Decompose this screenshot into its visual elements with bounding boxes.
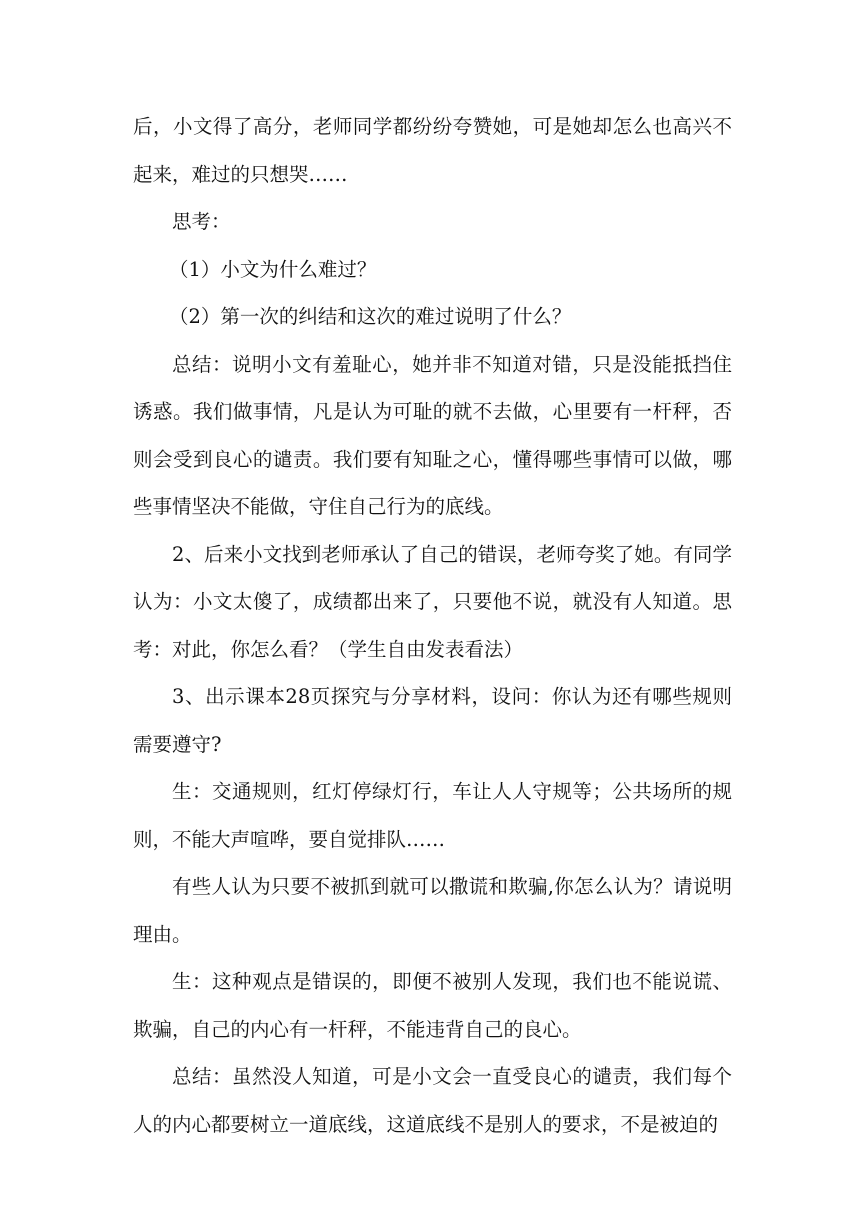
paragraph-student-answer-2: 生：这种观点是错误的，即便不被别人发现，我们也不能说谎、欺骗，自己的内心有一杆秤，不能违背自己的良心。 bbox=[133, 970, 732, 1041]
paragraph-summary-2: 总结：虽然没人知道，可是小文会一直受良心的谴责，我们每个人的内心都要树立一道底线，这道底线不是别人的要求，不是被迫的 bbox=[133, 1065, 732, 1136]
paragraph-item-3: 3、出示课本28页探究与分享材料，设问：你认为还有哪些规则需要遵守? bbox=[133, 685, 732, 756]
paragraph-question-2: （2）第一次的纠结和这次的难过说明了什么？ bbox=[169, 305, 572, 328]
paragraph-think-heading: 思考： bbox=[172, 210, 231, 233]
paragraph-question-1: （1）小文为什么难过？ bbox=[169, 257, 377, 281]
paragraph-item-2: 2、后来小文找到老师承认了自己的错误，老师夸奖了她。有同学认为：小文太傻了，成绩都出来了，只要他不说，就没有人知道。思考：对此，你怎么看？（学生自由发表看法） bbox=[133, 542, 732, 661]
paragraph-continuation: 后，小文得了高分，老师同学都纷纷夸赞她，可是她却怎么也高兴不起来，难过的只想哭…… bbox=[133, 115, 732, 186]
paragraph-summary-1: 总结：说明小文有羞耻心，她并非不知道对错，只是没能抵挡住诱惑。我们做事情，凡是认为可耻的就不去做，心里要有一杆秤，否则会受到良心的谴责。我们要有知耻之心，懂得哪些事情可以做，哪些事情坚决不能做，守住自己行为的底线。 bbox=[133, 352, 732, 518]
paragraph-question-lying: 有些人认为只要不被抓到就可以撒谎和欺骗,你怎么认为？请说明理由。 bbox=[133, 875, 732, 946]
paragraph-student-answer-1: 生：交通规则，红灯停绿灯行，车让人人守规等；公共场所的规则，不能大声喧哗，要自觉排队…… bbox=[133, 780, 732, 851]
